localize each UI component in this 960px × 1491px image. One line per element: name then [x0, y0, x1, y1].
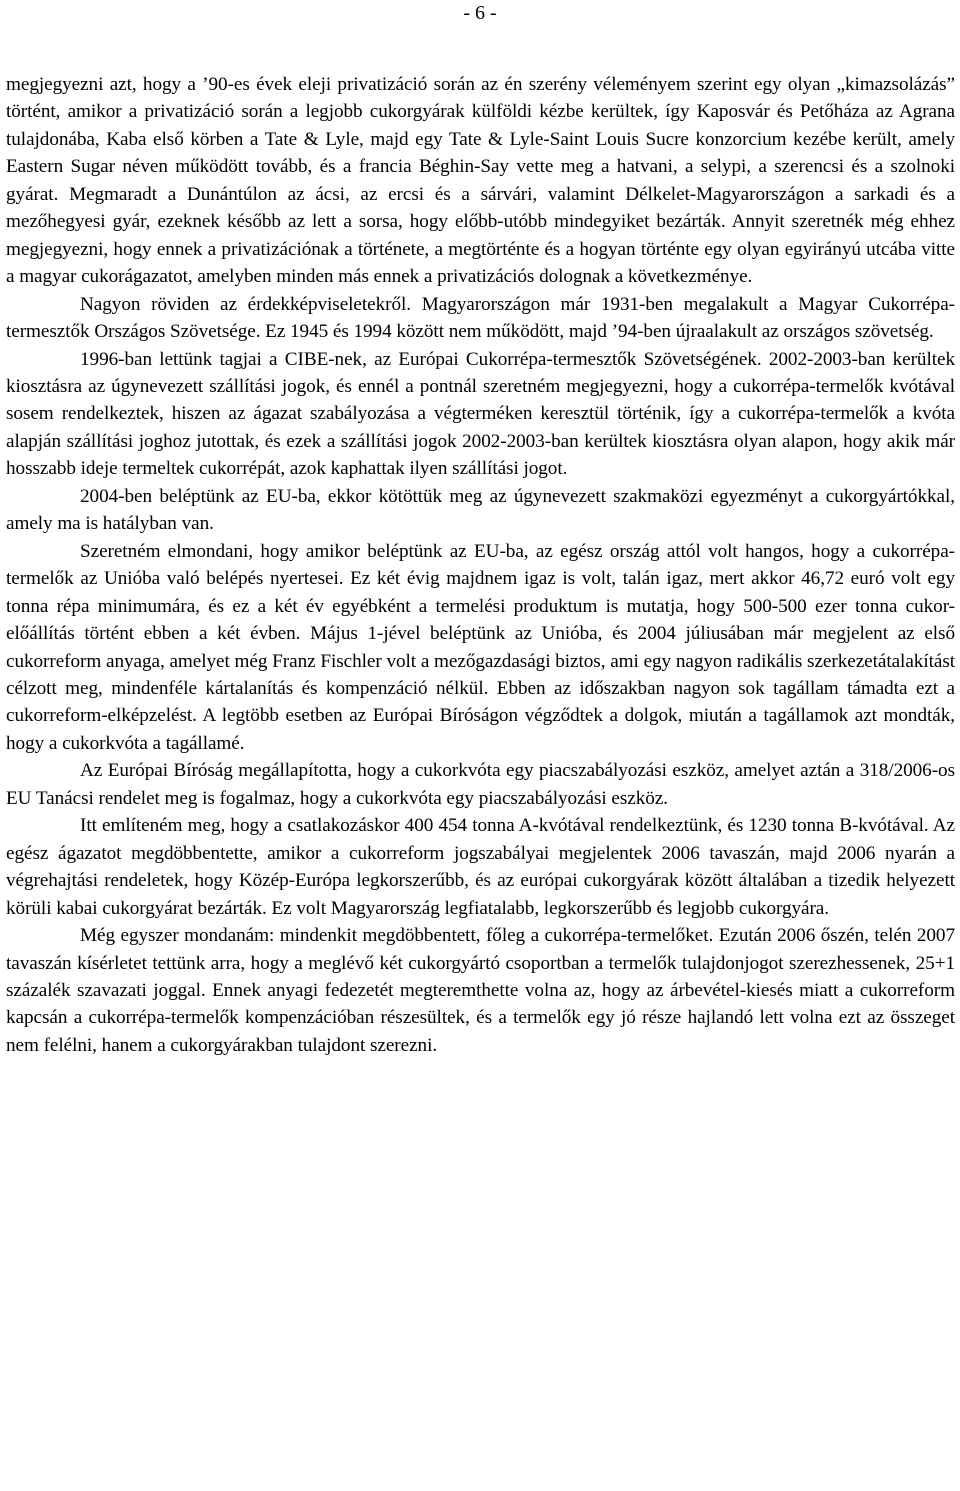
paragraph-european-court: Az Európai Bíróság megállapította, hogy a cukorkvóta egy piacszabályozási eszköz, amelyet aztán a 318/2006-os EU Tanácsi rendelet meg is fogalmaz, hogy a cukorkvóta egy piacszabályozási eszköz.	[6, 760, 955, 809]
paragraph-interest-groups: Nagyon röviden az érdekképviseletekről. Magyarországon már 1931-ben megalakult a Magyar Cukorrépa-termesztők Országos Szövetsége. Ez 1945 és 1994 között nem működött, majd ’94-ben újraalakult az országos szövetség.	[6, 293, 955, 343]
page-number: - 6 -	[463, 2, 497, 24]
paragraph-eu-accession: 2004-ben beléptünk az EU-ba, ekkor kötöttük meg az úgynevezett szakmaközi egyezményt a cukorgyártókkal, amely ma is hatályban van.	[6, 485, 955, 535]
body-text	[6, 71, 955, 1059]
paragraph-privatization: megjegyezni azt, hogy a ’90-es évek eleji privatizáció során az én szerény véleményem szerint egy olyan „kimazsolázás” történt, amikor a privatizáció során a legjobb cukorgyárak külföldi kézbe kerültek, így Kaposvár és Petőháza az Agrana tulajdonába, Kaba első körben a Tate & Lyle, majd egy Tate & Lyle-Saint Louis Sucre konzorcium kezébe került, amely Eastern Sugar néven működött tovább, és a francia Béghin-Say vette meg a hatvani, a selypi, a szerencsi és a szolnoki gyárat. Megmaradt a Dunántúlon az ácsi, az ercsi és a sárvári, valamint Délkelet-Magyarországon a sarkadi és a mezőhegyesi gyár, ezeknek később az lett a sorsa, hogy előbb-utóbb mindegyiket bezárták. Annyit szeretnék még ehhez megjegyezni, hogy ennek a privatizációnak a története, a megtörténte és a hogyan történte egy olyan egyirányú utcába vitte a magyar cukorágazatot, amelyben minden más ennek a privatizációs dolognak a következménye.	[6, 74, 955, 288]
paragraph-cibe-membership: 1996-ban lettünk tagjai a CIBE-nek, az Európai Cukorrépa-termesztők Szövetségének. 2002-2003-ban kerültek kiosztásra az úgynevezett szállítási jogok, és ennél a pontnál szeretném megjegyezni, hogy a cukorrépa-termelők kvótával sosem rendelkeztek, hiszen az ágazat szabályozása a végterméken keresztül történik, így a cukorrépa-termelők a kvóta alapján szállítási joghoz jutottak, és ezek a szállítási jogok 2002-2003-ban kerültek kiosztásra olyan alapon, hogy akik már hosszabb ideje termeltek cukorrépát, azok kaphattak ilyen szállítási jogot.	[6, 348, 955, 480]
paragraph-quota: Itt említeném meg, hogy a csatlakozáskor 400 454 tonna A-kvótával rendelkeztünk, és 1230 tonna B-kvótával. Az egész ágazatot megdöbbentette, amikor a cukorreform jogszabályai megjelentek 2006 tavaszán, majd 2006 nyarán a végrehajtási rendeletek, hogy Közép-Európa legkorszerűbb, és az európai cukorgyárak között általában a tizedik helyezett körüli kabai cukorgyárat bezárták. Ez volt Magyarország legfiatalabb, legkorszerűbb és legjobb cukorgyára.	[6, 815, 955, 919]
paragraph-sugar-reform: Szeretném elmondani, hogy amikor beléptünk az EU-ba, az egész ország attól volt hangos, hogy a cukorrépa-termelők az Unióba való belépés nyertesei. Ez két évig majdnem igaz is volt, talán igaz, mert akkor 46,72 euró volt egy tonna répa minimumára, és ez a két év egyébként a termelési produktum is mutatja, hogy 500-500 ezer tonna cukor-előállítás történt ebben a két évben. Május 1-jével beléptünk az Unióba, és 2004 júliusában már megjelent az első cukorreform anyaga, amelyet még Franz Fischler volt a mezőgazdasági biztos, ami egy nagyon radikális szerkezetátalakítást célzott meg, mindenféle kártalanítás és kompenzáció nélkül. Ebben az időszakban nagyon sok tagállam támadta ezt a cukorreform-elképzelést. A legtöbb esetben az Európai Bíróságon végződtek a dolgok, miután a tagállamok azt mondták, hogy a cukorkvóta a tagállamé.	[6, 540, 955, 754]
paragraph-ownership-attempt: Még egyszer mondanám: mindenkit megdöbbentett, főleg a cukorrépa-termelőket. Ezután 2006 őszén, telén 2007 tavaszán kísérletet tettünk arra, hogy a meglévő két cukorgyártó csoportban a termelők tulajdonjogot szerezhessenek, 25+1 százalék szavazati joggal. Ennek anyagi fedezetét megteremthette volna az, hogy az árbevétel-kiesés miatt a cukorreform kapcsán a cukorrépa-termelők kompenzációban részesültek, és a termelők egy jó része hajlandó lett volna ezt az összeget nem felélni, hanem a cukorgyárakban tulajdont szerezni.	[6, 925, 955, 1056]
